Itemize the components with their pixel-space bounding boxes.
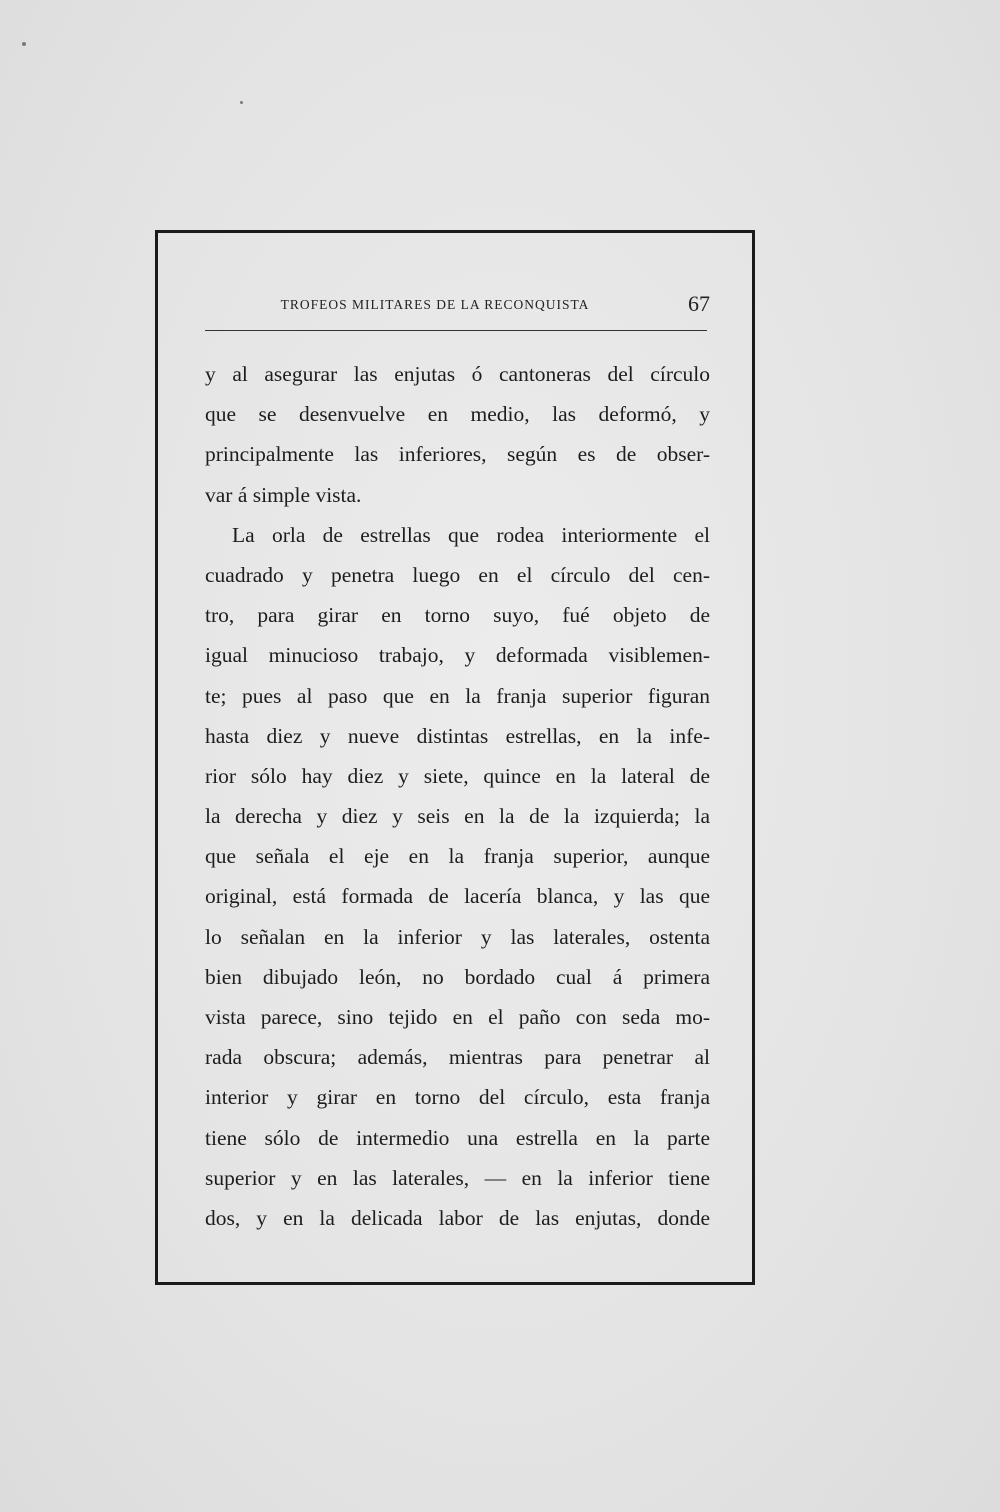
paragraph-first-line: La orla de estrellas que rodea interiormente el — [232, 522, 710, 547]
text-line: la derecha y diez y seis en la de la izquierda; la — [205, 804, 710, 829]
text-line: y al asegurar las enjutas ó cantoneras del círculo — [205, 362, 710, 386]
running-head-title: TROFEOS MILITARES DE LA RECONQUISTA — [280, 297, 590, 312]
text-line: bien dibujado león, no bordado cual á primera — [205, 964, 710, 989]
text-line: que se desenvuelve en medio, las deformó, y — [205, 402, 710, 427]
ink-speck — [240, 101, 243, 104]
body-text — [205, 354, 710, 1238]
text-line: rada obscura; además, mientras para penetrar al — [205, 1045, 710, 1070]
text-line: tiene sólo de intermedio una estrella en la parte — [205, 1125, 710, 1150]
text-line: hasta diez y nueve distintas estrellas, en la infe- — [205, 723, 710, 748]
text-line: rior sólo hay diez y siete, quince en la lateral de — [205, 763, 710, 788]
text-line: cuadrado y penetra luego en el círculo del cen- — [205, 562, 710, 587]
running-head — [205, 289, 710, 329]
text-line: interior y girar en torno del círculo, esta franja — [205, 1085, 710, 1110]
text-line: igual minucioso trabajo, y deformada visiblemen- — [205, 643, 710, 668]
text-line: vista parece, sino tejido en el paño con seda mo- — [205, 1005, 710, 1029]
text-line: lo señalan en la inferior y las laterales, ostenta — [205, 924, 710, 949]
header-rule — [205, 330, 707, 331]
page-number: 67 — [688, 291, 710, 316]
text-line: dos, y en la delicada labor de las enjutas, donde — [205, 1205, 710, 1230]
text-line: te; pues al paso que en la franja superior figuran — [205, 683, 710, 708]
text-line: original, está formada de lacería blanca, y las que — [205, 884, 710, 909]
text-line: superior y en las laterales, — en la inferior tiene — [205, 1165, 710, 1190]
ink-speck — [22, 42, 26, 46]
text-line: que señala el eje en la franja superior, aunque — [205, 844, 710, 869]
text-line: var á simple vista. — [205, 482, 362, 507]
text-line: tro, para girar en torno suyo, fué objeto de — [205, 603, 710, 628]
text-line: principalmente las inferiores, según es de obser- — [205, 442, 710, 467]
